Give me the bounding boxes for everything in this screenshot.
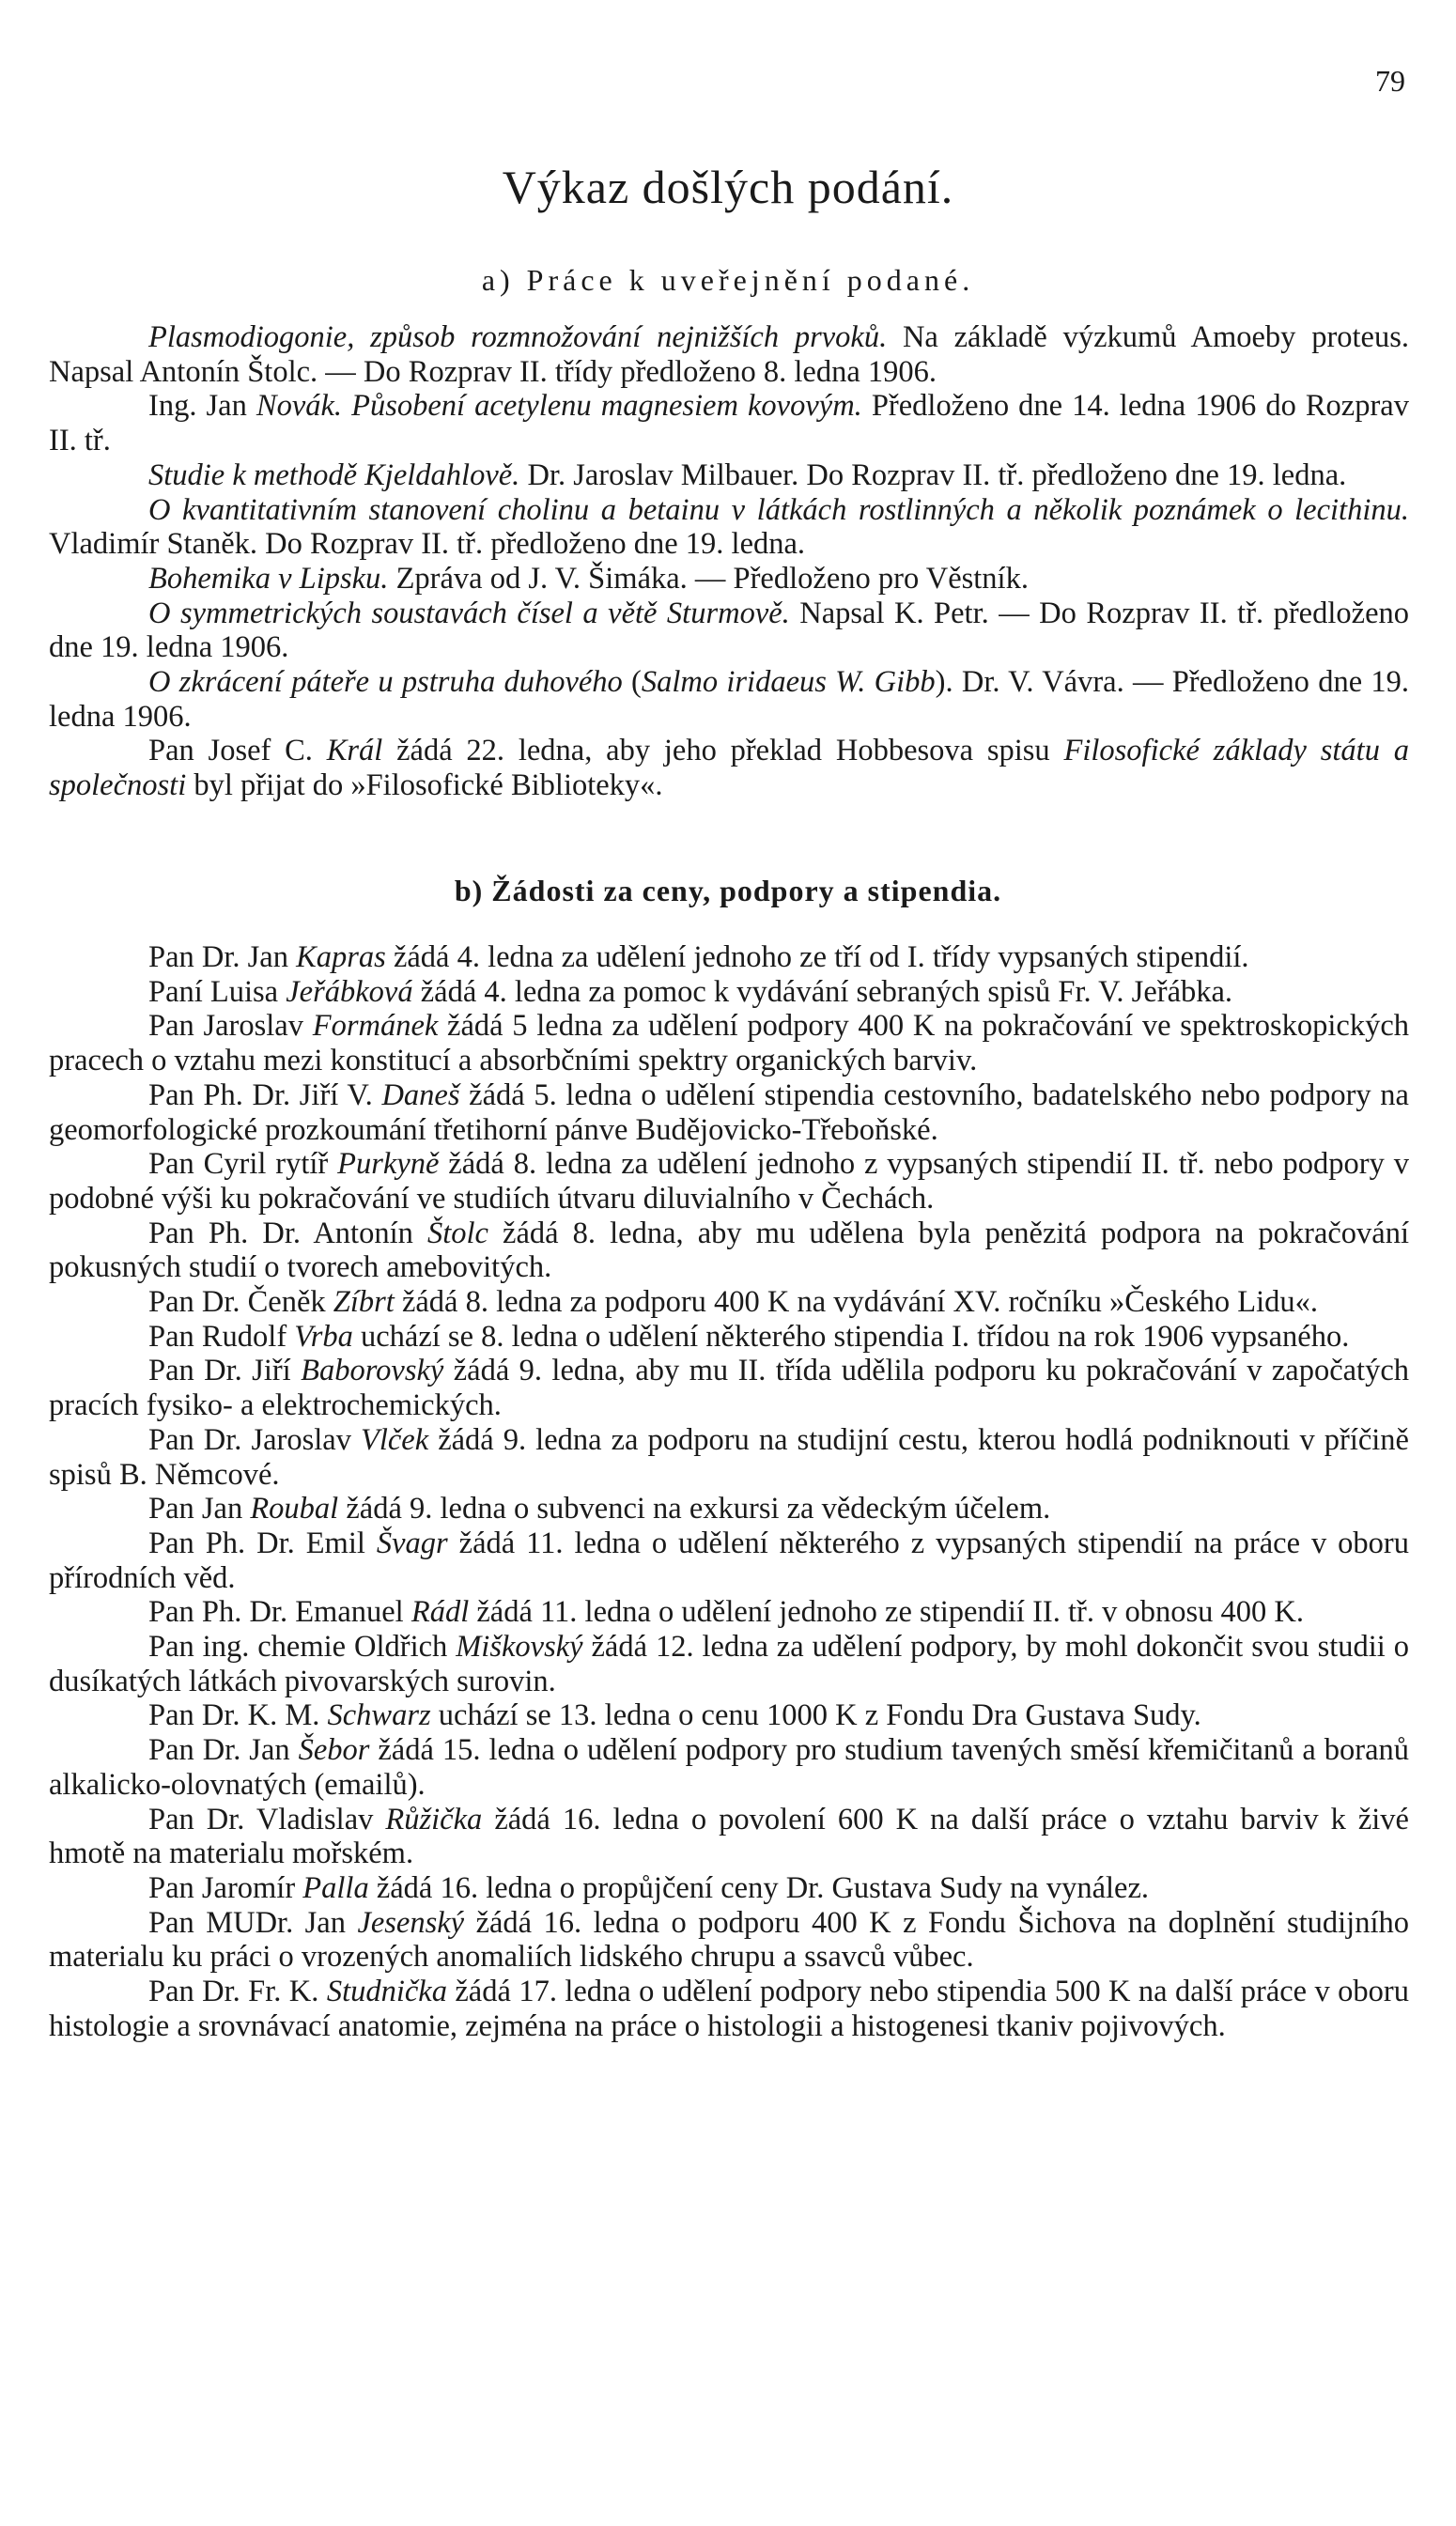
text-run: Pan Cyril rytíř bbox=[148, 1147, 338, 1182]
italic-text: Formánek bbox=[312, 1009, 439, 1044]
italic-text: Švagr bbox=[376, 1526, 448, 1560]
section-a-heading: a) Práce k uveřejnění podané. bbox=[481, 263, 975, 297]
section-a-entries bbox=[49, 320, 1409, 803]
italic-text: Salmo iridaeus W. Gibb bbox=[641, 665, 936, 700]
italic-text: Jeřábková bbox=[286, 974, 413, 1009]
text-run: Pan MUDr. Jan bbox=[148, 1905, 358, 1940]
text-run: uchází se 13. ledna o cenu 1000 K z Fondu Dra Gustava Sudy. bbox=[430, 1698, 1201, 1733]
text-run: Pan Dr. Jiří bbox=[148, 1354, 302, 1388]
entry-paragraph bbox=[49, 1871, 1409, 1906]
entry-paragraph bbox=[49, 1354, 1409, 1422]
italic-text: O zkrácení páteře u pstruha duhového bbox=[148, 665, 623, 700]
page-title: Výkaz došlých podání. bbox=[502, 161, 954, 213]
italic-text: Bohemika v Lipsku. bbox=[148, 561, 389, 596]
entry-paragraph bbox=[49, 1803, 1409, 1871]
italic-text: Purkyně bbox=[337, 1147, 440, 1182]
entry-paragraph bbox=[49, 1526, 1409, 1595]
text-run: Pan Ph. Dr. Antonín bbox=[148, 1216, 427, 1250]
text-run: Paní Luisa bbox=[148, 974, 287, 1009]
italic-text: Růžička bbox=[385, 1802, 483, 1836]
text-run: žádá 11. ledna o udělení některého z vypsaných stipendií na práce v oboru přírodních věd. bbox=[49, 1526, 1409, 1595]
italic-text: Rádl bbox=[410, 1595, 470, 1630]
italic-text: Roubal bbox=[250, 1492, 339, 1526]
entry-paragraph bbox=[49, 389, 1409, 457]
entry-paragraph bbox=[49, 734, 1409, 802]
text-run: žádá 22. ledna, aby jeho překlad Hobbesova spisu bbox=[382, 734, 1064, 768]
italic-text: Filosofické základy státu a společnosti bbox=[49, 734, 1409, 803]
text-run: žádá 16. ledna o podporu 400 K z Fondu Šichova na doplnění studijního materialu ku práci o vrozených anomaliích lidského chrupu a ssavců vůbec. bbox=[49, 1905, 1409, 1975]
text-run: byl přijat do »Filosofické Biblioteky«. bbox=[186, 768, 663, 803]
entry-paragraph bbox=[49, 1733, 1409, 1802]
entry-paragraph bbox=[49, 1630, 1409, 1698]
text-run: žádá 8. ledna, aby mu udělena byla penězitá podpora na pokračování pokusných studií o tvorech amebovitých. bbox=[49, 1216, 1409, 1285]
italic-text: Štolc bbox=[426, 1216, 488, 1250]
entry-paragraph bbox=[49, 1423, 1409, 1492]
text-run: Pan Ph. Dr. Jiří V. bbox=[148, 1077, 382, 1112]
text-run: Pan Jan bbox=[148, 1492, 251, 1526]
entry-paragraph bbox=[49, 665, 1409, 734]
italic-text: Vrba bbox=[294, 1319, 353, 1354]
text-run: žádá 17. ledna o udělení podpory nebo stipendia 500 K na další práce v oboru histologie a srovnávací anatomie, zejména na práce o histologii a histogenesi tkaniv pojivových. bbox=[49, 1975, 1409, 2043]
entry-paragraph bbox=[49, 1698, 1409, 1733]
entry-paragraph bbox=[49, 1009, 1409, 1077]
text-run: žádá 4. ledna za udělení jednoho ze tří od I. třídy vypsaných stipendií. bbox=[385, 940, 1249, 974]
text-run: Pan Rudolf bbox=[148, 1319, 295, 1354]
text-run: Pan Jaroslav bbox=[148, 1009, 313, 1044]
text-run: Vladimír Staněk. Do Rozprav II. tř. předloženo dne 19. ledna. bbox=[49, 527, 806, 562]
italic-text: Baborovský bbox=[301, 1354, 444, 1388]
text-run: žádá 16. ledna o povolení 600 K na další práce o vztahu barviv k živé hmotě na materialu mořském. bbox=[49, 1802, 1409, 1871]
text-run: Pan Ph. Dr. Emanuel bbox=[148, 1595, 411, 1630]
text-run: žádá 15. ledna o udělení podpory pro studium tavených směsí křemičitanů a boranů alkalicko-olovnatých (emailů). bbox=[49, 1733, 1409, 1802]
text-run: Pan ing. chemie Oldřich bbox=[148, 1630, 457, 1665]
text-run: žádá 9. ledna o subvenci na exkursi za vědeckým účelem. bbox=[338, 1492, 1051, 1526]
entry-paragraph bbox=[49, 1492, 1409, 1526]
text-run: Napsal K. Petr. — Do Rozprav II. tř. předloženo dne 19. ledna 1906. bbox=[49, 596, 1409, 665]
text-run: Pan Dr. Jaroslav bbox=[148, 1422, 361, 1457]
text-run: Pan Dr. Jan bbox=[148, 1733, 299, 1768]
italic-text: Schwarz bbox=[327, 1698, 431, 1733]
entry-paragraph bbox=[49, 493, 1409, 562]
italic-text: Studie k methodě Kjeldahlově. bbox=[148, 457, 520, 492]
entry-paragraph bbox=[49, 1078, 1409, 1147]
section-b-entries bbox=[49, 940, 1409, 2044]
italic-text: Plasmodiogonie, způsob rozmnožování nejnižších prvoků. bbox=[148, 320, 888, 354]
entry-paragraph bbox=[49, 597, 1409, 665]
text-run: Na základě výzkumů Amoeby proteus. Napsal Antonín Štolc. — Do Rozprav II. třídy předloženo 8. ledna 1906. bbox=[49, 320, 1409, 389]
text-run: Pan Josef C. bbox=[148, 734, 327, 768]
entry-paragraph bbox=[49, 1285, 1409, 1320]
italic-text: Studnička bbox=[326, 1975, 447, 2009]
text-run: Pan Dr. K. M. bbox=[148, 1698, 328, 1733]
text-run: Zpráva od J. V. Šimáka. — Předloženo pro Věstník. bbox=[388, 561, 1029, 596]
text-run: žádá 5 ledna za udělení podpory 400 K na pokračování ve spektroskopických pracech o vztahu mezi konstitucí a absorbčními spektry organických barviv. bbox=[49, 1009, 1409, 1078]
italic-text: O kvantitativním stanovení cholinu a betainu v látkách rostlinných a několik poznámek o lecithinu. bbox=[148, 492, 1409, 527]
entry-paragraph bbox=[49, 1595, 1409, 1630]
section-b-heading: b) Žádosti za ceny, podpory a stipendia. bbox=[454, 874, 1002, 907]
entry-paragraph bbox=[49, 975, 1409, 1010]
text-run: Pan Jaromír bbox=[148, 1870, 303, 1905]
italic-text: Novák. Působení acetylenu magnesiem kovovým. bbox=[256, 389, 862, 424]
entry-paragraph bbox=[49, 1906, 1409, 1975]
entry-paragraph bbox=[49, 1147, 1409, 1216]
text-run: žádá 9. ledna, aby mu II. třída udělila podporu ku pokračování v započatých pracích fysiko- a elektrochemických. bbox=[49, 1354, 1410, 1423]
text-run: Pan Dr. Jan bbox=[148, 940, 297, 974]
entry-paragraph bbox=[49, 458, 1409, 493]
text-run: Pan Ph. Dr. Emil bbox=[148, 1526, 377, 1560]
italic-text: Zíbrt bbox=[333, 1285, 395, 1320]
entry-paragraph bbox=[49, 562, 1409, 597]
text-run: Dr. Jaroslav Milbauer. Do Rozprav II. tř. předloženo dne 19. ledna. bbox=[519, 457, 1347, 492]
italic-text: O symmetrických soustavách čísel a větě Sturmově. bbox=[148, 596, 790, 630]
text-run: Pan Dr. Vladislav bbox=[148, 1802, 386, 1836]
text-run: ). Dr. V. Vávra. — Předloženo dne 19. ledna 1906. bbox=[49, 665, 1409, 734]
italic-text: Kapras bbox=[296, 940, 386, 974]
text-run: žádá 8. ledna za udělení jednoho z vypsaných stipendií II. tř. nebo podpory v podobné výši ku pokračování ve studiích útvaru diluvialního v Čechách. bbox=[49, 1147, 1409, 1216]
text-run: žádá 11. ledna o udělení jednoho ze stipendií II. tř. v obnosu 400 K. bbox=[469, 1595, 1304, 1630]
italic-text: Král bbox=[326, 734, 383, 768]
text-run: uchází se 8. ledna o udělení některého stipendia I. třídou na rok 1906 vypsaného. bbox=[352, 1319, 1350, 1354]
text-run: žádá 4. ledna za pomoc k vydávání sebraných spisů Fr. V. Jeřábka. bbox=[412, 974, 1233, 1009]
text-run: žádá 9. ledna za podporu na studijní cestu, kterou hodlá podniknouti v příčině spisů B. Němcové. bbox=[49, 1422, 1409, 1492]
text-run: Pan Dr. Fr. K. bbox=[148, 1975, 327, 2009]
italic-text: Palla bbox=[302, 1870, 369, 1905]
text-run: žádá 16. ledna o propůjčení ceny Dr. Gustava Sudy na vynález. bbox=[368, 1870, 1149, 1905]
text-run: Předloženo dne 14. ledna 1906 do Rozprav II. tř. bbox=[49, 389, 1409, 458]
page-number: 79 bbox=[1375, 64, 1405, 98]
italic-text: Daneš bbox=[381, 1077, 460, 1112]
entry-paragraph bbox=[49, 1320, 1409, 1355]
entry-paragraph bbox=[49, 940, 1409, 975]
text-run: žádá 8. ledna za podporu 400 K na vydávání XV. ročníku »Českého Lidu«. bbox=[394, 1285, 1319, 1320]
italic-text: Vlček bbox=[360, 1422, 429, 1457]
text-run: Pan Dr. Čeněk bbox=[148, 1285, 333, 1320]
entry-paragraph bbox=[49, 320, 1409, 389]
entry-paragraph bbox=[49, 1975, 1409, 2043]
text-run: žádá 5. ledna o udělení stipendia cestovního, badatelského nebo podpory na geomorfologické prozkoumání třetihorní pánve Budějovicko-Třeboňské. bbox=[49, 1077, 1409, 1147]
text-run: ( bbox=[622, 665, 642, 700]
entry-paragraph bbox=[49, 1217, 1409, 1285]
italic-text: Šebor bbox=[298, 1733, 370, 1768]
text-run: žádá 12. ledna za udělení podpory, by mohl dokončit svou studii o dusíkatých látkách pivovarských surovin. bbox=[49, 1630, 1409, 1698]
text-run: Ing. Jan bbox=[148, 389, 256, 424]
italic-text: Miškovský bbox=[456, 1630, 583, 1665]
italic-text: Jesenský bbox=[357, 1905, 465, 1940]
